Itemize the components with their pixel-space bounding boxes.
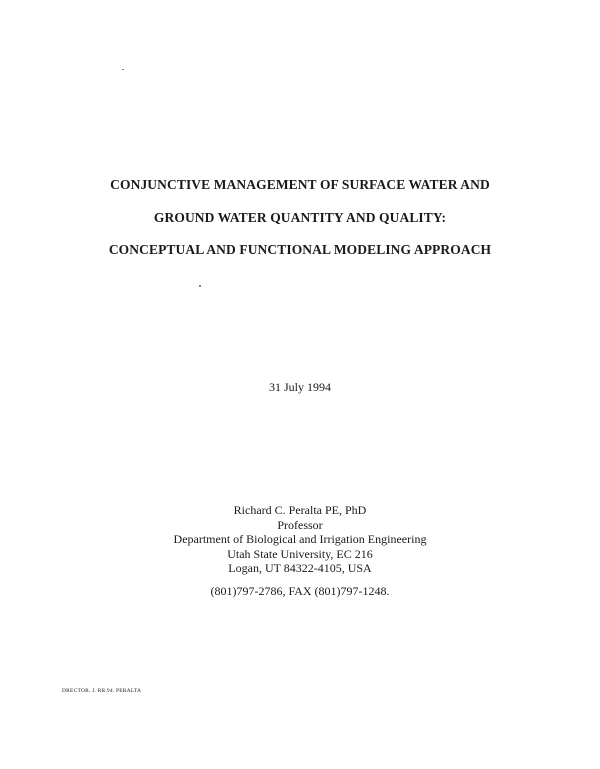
author-name: Richard C. Peralta PE, PhD	[233, 503, 367, 517]
author-block	[0, 503, 600, 576]
title-line-2: GROUND WATER QUANTITY AND QUALITY:	[153, 210, 447, 225]
scan-speck	[199, 285, 201, 287]
author-contact: (801)797-2786, FAX (801)797-1248.	[210, 584, 390, 598]
author-address: Logan, UT 84322-4105, USA	[228, 561, 372, 575]
author-university: Utah State University, EC 216	[227, 546, 373, 561]
document-date: 31 July 1994	[268, 380, 331, 394]
footer-code: DRECTOR. J. RR.94. PERALTA	[62, 688, 142, 694]
title-line-1: CONJUNCTIVE MANAGEMENT OF SURFACE WATER AND	[110, 177, 490, 192]
author-position: Professor	[277, 517, 323, 532]
title-line-3: CONCEPTUAL AND FUNCTIONAL MODELING APPROACH	[108, 242, 492, 257]
author-department: Department of Biological and Irrigation Engineering	[173, 532, 427, 546]
scan-speck	[122, 69, 124, 70]
